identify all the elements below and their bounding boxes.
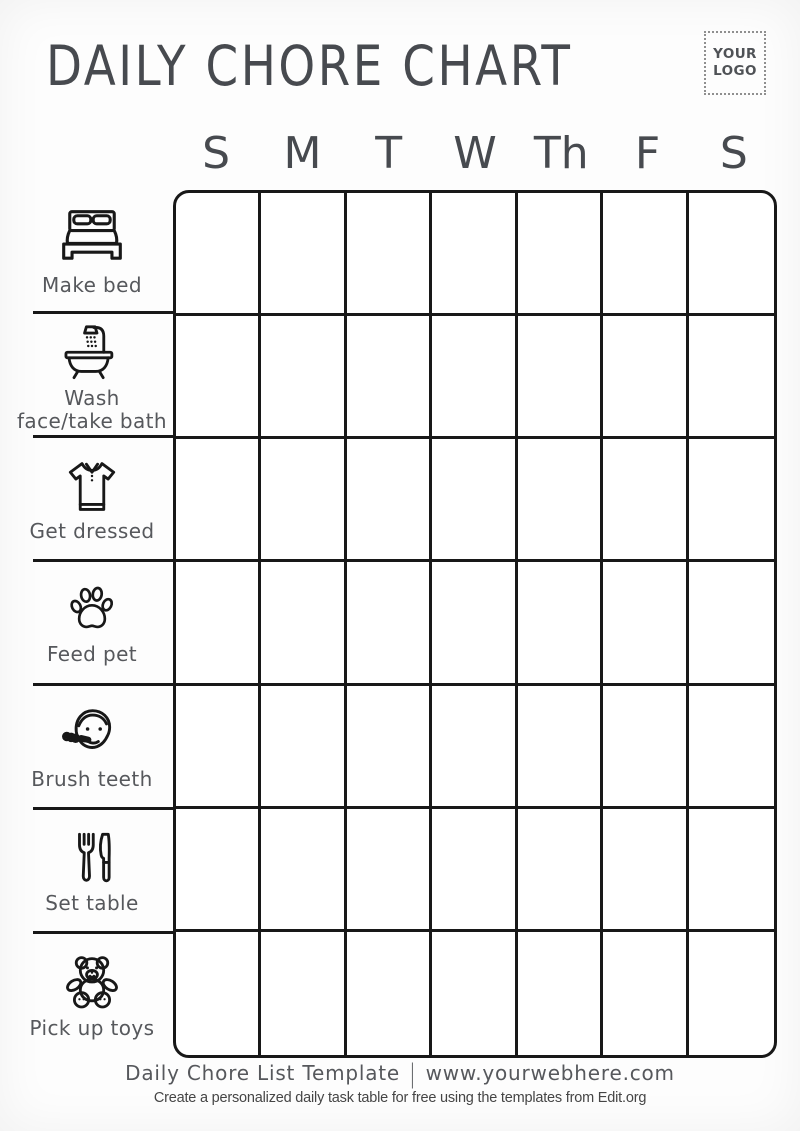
day-header-friday: F	[634, 127, 661, 179]
grid-cell-r4-c6[interactable]	[603, 562, 688, 685]
grid-cell-r5-c3[interactable]	[347, 686, 432, 809]
grid-cell-r6-c3[interactable]	[347, 809, 432, 932]
grid-cell-r1-c2[interactable]	[261, 193, 346, 316]
footer-separator: |	[409, 1057, 417, 1089]
grid-cell-r3-c3[interactable]	[347, 439, 432, 562]
day-header-saturday: S	[719, 127, 748, 179]
grid-cell-r6-c7[interactable]	[689, 809, 774, 932]
day-header-monday: M	[283, 127, 322, 179]
bed-icon	[54, 207, 130, 269]
chore-row-pick-up-toys	[8, 934, 176, 1058]
grid-cell-r1-c5[interactable]	[518, 193, 603, 316]
grid-cell-r3-c5[interactable]	[518, 439, 603, 562]
day-header-thursday: Th	[533, 127, 589, 179]
chore-row-set-table	[8, 810, 176, 934]
paw-icon	[64, 582, 120, 638]
grid-cell-r3-c7[interactable]	[689, 439, 774, 562]
chore-row-get-dressed	[8, 438, 176, 562]
shirt-icon	[61, 458, 123, 515]
chore-label: Feed pet	[46, 642, 138, 667]
teddy-bear-icon	[60, 952, 124, 1012]
grid-cell-r7-c3[interactable]	[347, 932, 432, 1055]
chore-row-wash-face	[8, 314, 176, 438]
chore-grid	[173, 190, 777, 1058]
chore-label: Brush teeth	[31, 767, 153, 792]
grid-cell-r7-c4[interactable]	[432, 932, 517, 1055]
cutlery-icon	[67, 829, 117, 887]
grid-cell-r5-c7[interactable]	[689, 686, 774, 809]
chore-row-feed-pet	[8, 562, 176, 686]
footer-template-name: Daily Chore List Template	[125, 1061, 401, 1085]
grid-cell-r7-c2[interactable]	[261, 932, 346, 1055]
footer-line1	[0, 1057, 800, 1089]
brush-teeth-icon	[59, 705, 125, 763]
grid-cell-r1-c1[interactable]	[176, 193, 261, 316]
chore-label: Set table	[45, 891, 139, 916]
day-header-row	[173, 122, 777, 184]
grid-cell-r2-c1[interactable]	[176, 316, 261, 439]
footer-website: www.yourwebhere.com	[425, 1061, 675, 1085]
grid-cell-r6-c1[interactable]	[176, 809, 261, 932]
grid-cell-r6-c5[interactable]	[518, 809, 603, 932]
chore-row-make-bed	[8, 190, 176, 314]
chore-label: Pick up toys	[29, 1016, 155, 1041]
grid-cell-r3-c1[interactable]	[176, 439, 261, 562]
grid-cell-r2-c7[interactable]	[689, 316, 774, 439]
grid-cell-r3-c4[interactable]	[432, 439, 517, 562]
chore-label: Make bed	[42, 273, 142, 298]
grid-cell-r7-c5[interactable]	[518, 932, 603, 1055]
chore-label-column	[8, 190, 176, 1058]
logo-line2: LOGO	[713, 63, 757, 79]
grid-cell-r7-c7[interactable]	[689, 932, 774, 1055]
logo-placeholder	[704, 31, 766, 95]
grid-cell-r2-c5[interactable]	[518, 316, 603, 439]
grid-cell-r2-c3[interactable]	[347, 316, 432, 439]
grid-cell-r3-c2[interactable]	[261, 439, 346, 562]
grid-cell-r1-c6[interactable]	[603, 193, 688, 316]
grid-cell-r4-c7[interactable]	[689, 562, 774, 685]
grid-cell-r6-c4[interactable]	[432, 809, 517, 932]
grid-cell-r4-c1[interactable]	[176, 562, 261, 685]
grid-cell-r5-c5[interactable]	[518, 686, 603, 809]
grid-cell-r7-c6[interactable]	[603, 932, 688, 1055]
grid-cell-r4-c2[interactable]	[261, 562, 346, 685]
grid-cell-r5-c2[interactable]	[261, 686, 346, 809]
grid-cell-r6-c6[interactable]	[603, 809, 688, 932]
day-header-wednesday: W	[453, 127, 497, 179]
day-header-sunday: S	[202, 127, 231, 179]
grid-cell-r2-c6[interactable]	[603, 316, 688, 439]
chore-label: Get dressed	[29, 518, 155, 543]
page-title: DAILY CHORE CHART	[46, 34, 573, 98]
grid-cell-r6-c2[interactable]	[261, 809, 346, 932]
grid-cell-r1-c3[interactable]	[347, 193, 432, 316]
grid-cell-r1-c7[interactable]	[689, 193, 774, 316]
grid-cell-r3-c6[interactable]	[603, 439, 688, 562]
grid-cell-r7-c1[interactable]	[176, 932, 261, 1055]
chore-row-brush-teeth	[8, 686, 176, 810]
logo-line1: YOUR	[713, 46, 757, 63]
grid-cell-r4-c3[interactable]	[347, 562, 432, 685]
day-header-tuesday: T	[375, 127, 403, 179]
chore-label: Wash face/take bath	[16, 386, 168, 433]
grid-cell-r5-c4[interactable]	[432, 686, 517, 809]
grid-cell-r2-c4[interactable]	[432, 316, 517, 439]
grid-cell-r1-c4[interactable]	[432, 193, 517, 316]
footer-tagline: Create a personalized daily task table for free using the templates from Edit.org	[153, 1090, 647, 1106]
footer	[0, 1057, 800, 1106]
grid-cell-r4-c5[interactable]	[518, 562, 603, 685]
grid-cell-r2-c2[interactable]	[261, 316, 346, 439]
grid-cell-r5-c1[interactable]	[176, 686, 261, 809]
bathtub-icon	[57, 320, 127, 382]
grid-cell-r4-c4[interactable]	[432, 562, 517, 685]
grid-cell-r5-c6[interactable]	[603, 686, 688, 809]
